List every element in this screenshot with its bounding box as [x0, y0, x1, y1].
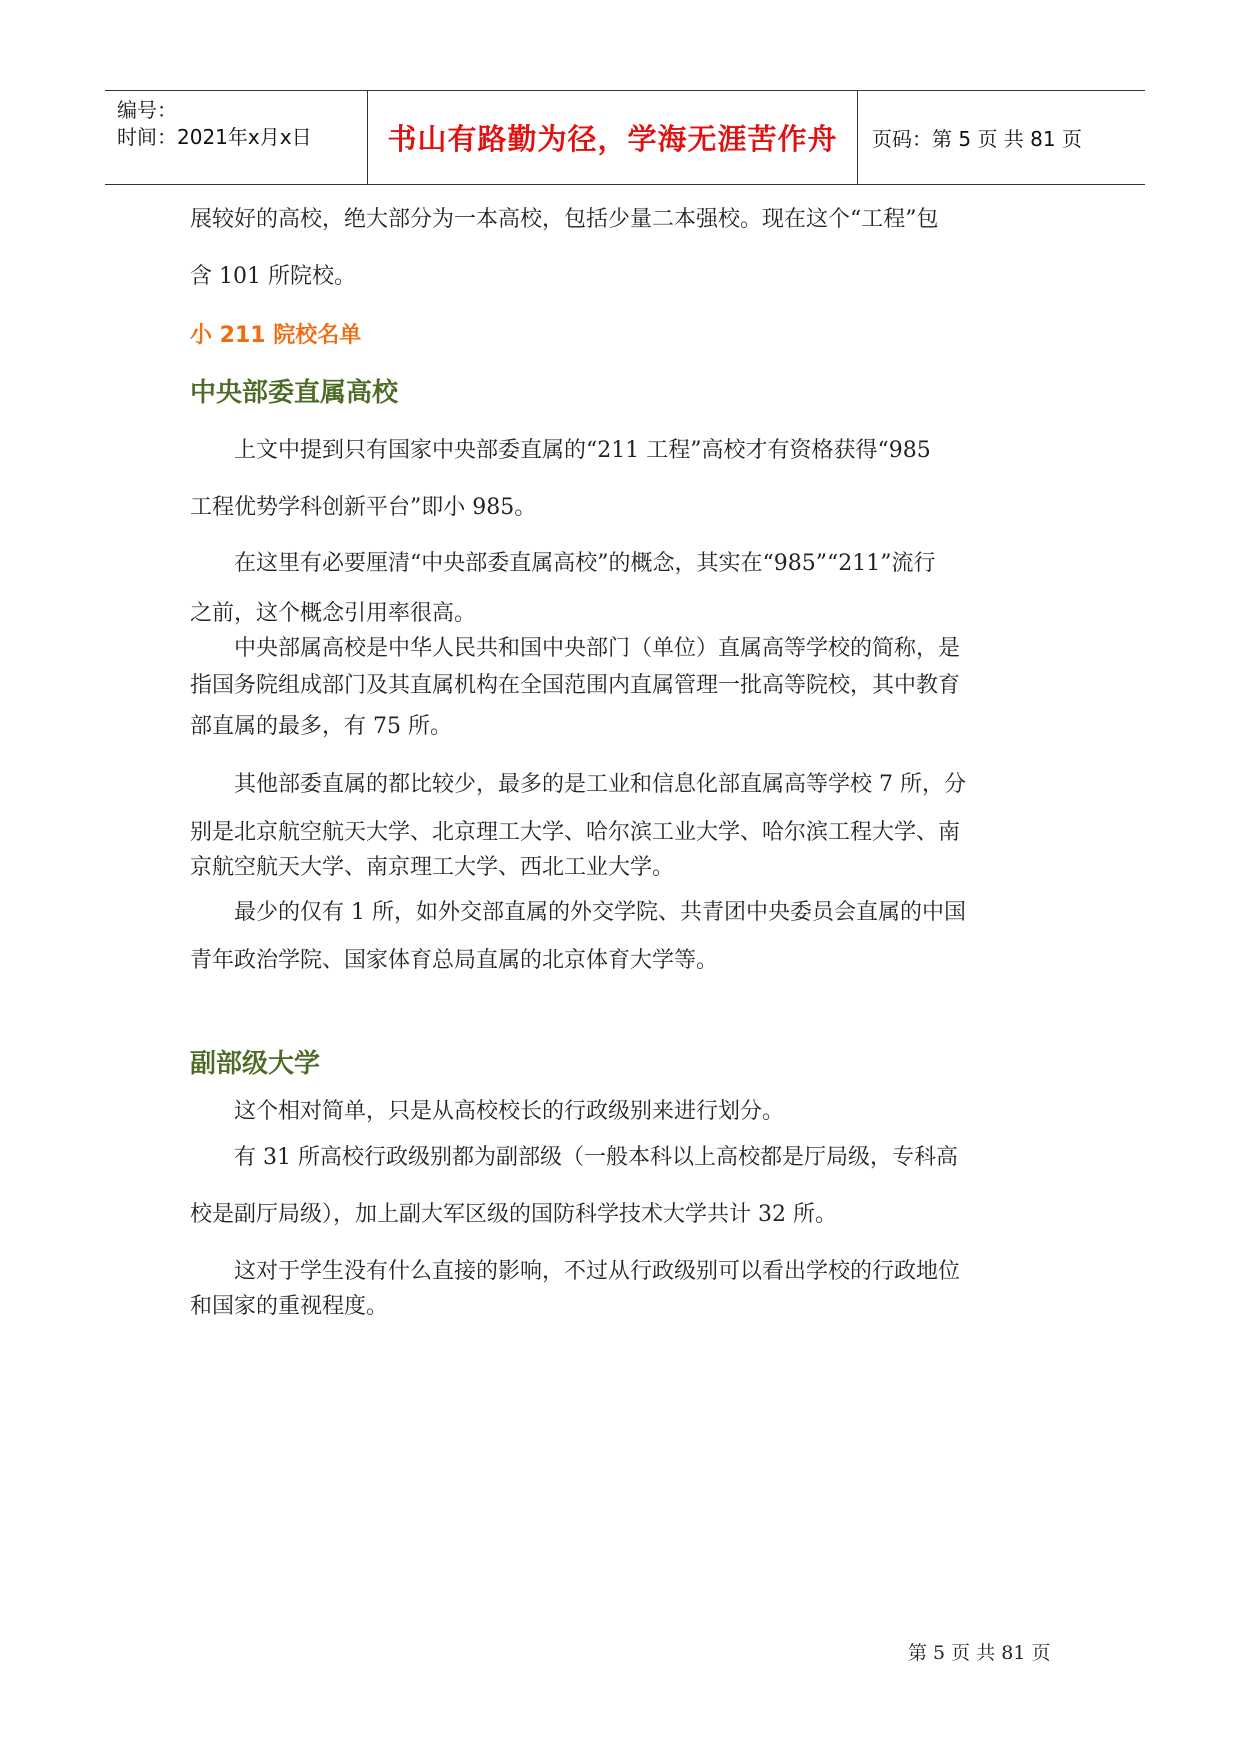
paragraph-line: 工程优势学科创新平台”即小 985。 — [190, 495, 537, 520]
paragraph-line: 指国务院组成部门及其直属机构在全国范围内直属管理一批高等院校，其中教育 — [190, 673, 961, 698]
serial-number-label: 编号： — [117, 98, 177, 122]
header-motto-cell — [368, 91, 858, 184]
paragraph-line: 在这里有必要厘清“中央部委直属高校”的概念，其实在“985”“211”流行 — [234, 551, 936, 576]
section-title-vice-ministerial: 副部级大学 — [190, 1049, 321, 1079]
header-left-cell — [105, 91, 368, 184]
paragraph-line: 中央部属高校是中华人民共和国中央部门（单位）直属高等学校的简称，是 — [234, 636, 961, 661]
paragraph-line: 这对于学生没有什么直接的影响，不过从行政级别可以看出学校的行政地位 — [234, 1259, 961, 1284]
page-code: 页码：第 5 页 共 81 页 — [872, 127, 1082, 151]
paragraph-line: 校是副厅局级），加上副大军区级的国防科学技术大学共计 32 所。 — [190, 1202, 837, 1227]
paragraph-line: 京航空航天大学、南京理工大学、西北工业大学。 — [190, 855, 675, 880]
paragraph-line: 别是北京航空航天大学、北京理工大学、哈尔滨工业大学、哈尔滨工程大学、南 — [190, 820, 961, 845]
section-title-central-universities: 中央部委直属高校 — [190, 378, 399, 408]
subheading: 小 211 院校名单 — [190, 323, 362, 348]
time-label: 时间：2021年x月x日 — [117, 125, 312, 149]
document-header — [105, 90, 1145, 185]
paragraph-line: 这个相对简单，只是从高校校长的行政级别来进行划分。 — [234, 1099, 785, 1124]
paragraph-line: 之前，这个概念引用率很高。 — [190, 601, 477, 626]
motto: 书山有路勤为径，学海无涯苦作舟 — [387, 122, 838, 156]
header-page-cell — [858, 91, 1145, 184]
paragraph-line: 展较好的高校，绝大部分为一本高校，包括少量二本强校。现在这个“工程”包 — [190, 207, 939, 232]
paragraph-line: 部直属的最多，有 75 所。 — [190, 714, 452, 739]
paragraph-line: 上文中提到只有国家中央部委直属的“211 工程”高校才有资格获得“985 — [234, 438, 931, 463]
page-footer: 第 5 页 共 81 页 — [908, 1642, 1051, 1664]
paragraph-line: 最少的仅有 1 所，如外交部直属的外交学院、共青团中央委员会直属的中国 — [234, 900, 966, 925]
paragraph-line: 和国家的重视程度。 — [190, 1294, 389, 1319]
paragraph-line: 含 101 所院校。 — [190, 264, 356, 289]
paragraph-line: 有 31 所高校行政级别都为副部级（一般本科以上高校都是厅局级，专科高 — [234, 1145, 958, 1170]
paragraph-line: 青年政治学院、国家体育总局直属的北京体育大学等。 — [190, 948, 719, 973]
paragraph-line: 其他部委直属的都比较少，最多的是工业和信息化部直属高等学校 7 所，分 — [234, 772, 966, 797]
